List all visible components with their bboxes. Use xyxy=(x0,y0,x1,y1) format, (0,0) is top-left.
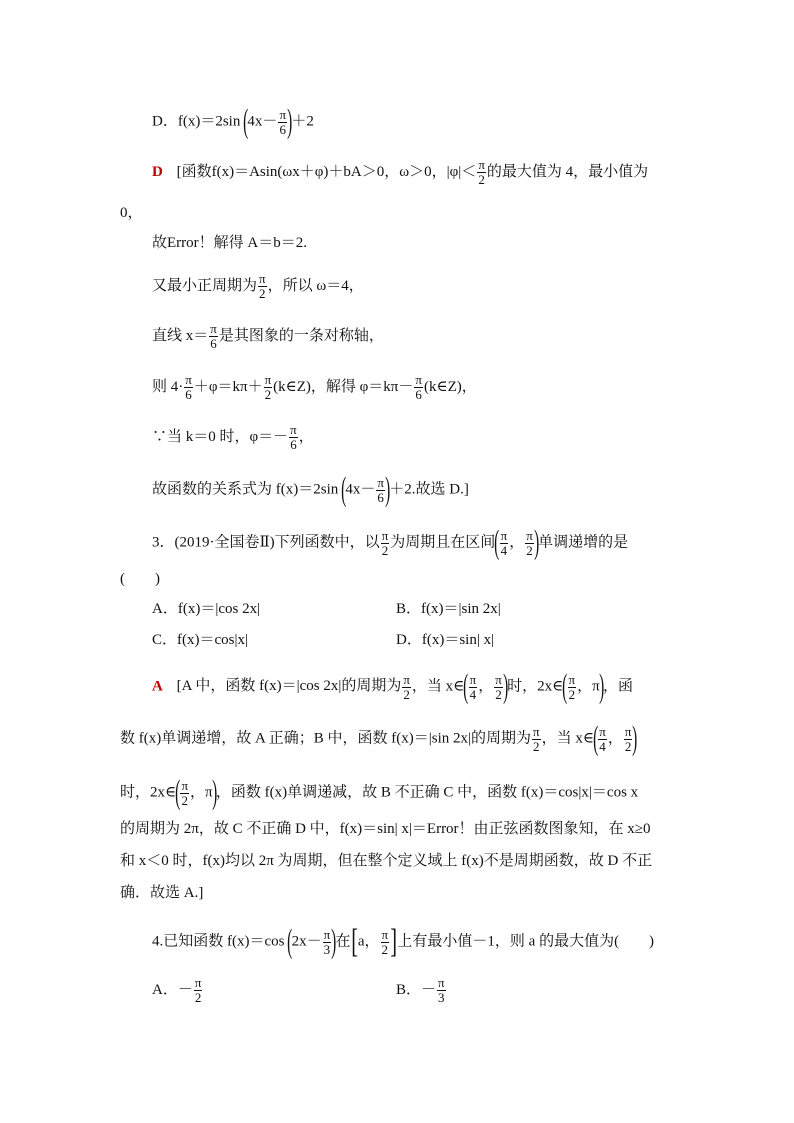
solution-line xyxy=(152,473,469,507)
answer-line xyxy=(152,670,633,704)
option-a xyxy=(152,599,260,619)
left-paren: ( xyxy=(341,471,347,508)
solution-text: 数 f(x)单调递增，故 A 正确；B 中，函数 f(x)＝|sin 2x|的周期为 xyxy=(120,730,531,747)
solution-text: 则 4· xyxy=(152,378,184,395)
option-text: D．f(x)＝sin| x| xyxy=(396,632,495,648)
denominator: 2 xyxy=(259,286,266,301)
numerator: π xyxy=(599,723,606,739)
solution-text: ， xyxy=(478,678,494,695)
solution-text: [函数f(x)＝Asin(ωx＋φ)＋bA＞0，ω＞0，|φ|＜ xyxy=(176,163,477,180)
option-a xyxy=(152,976,203,1005)
fraction xyxy=(414,373,423,402)
denominator: 6 xyxy=(185,387,192,402)
solution-text: (k∈Z)， xyxy=(423,378,477,395)
solution-text: ，函数 f(x)单调递减，故 B 不正确 C 中，函数 f(x)＝cos|x|＝cos x xyxy=(215,784,639,801)
solution-text: ，当 x∈ xyxy=(541,730,594,747)
denominator: 2 xyxy=(194,990,202,1005)
right-paren: ) xyxy=(385,471,391,508)
formula-text: 4x－ xyxy=(247,113,278,130)
fraction xyxy=(258,272,267,301)
solution-text: ，当 x∈ xyxy=(411,678,465,695)
right-paren: ) xyxy=(211,774,217,811)
answer-blank-text: ( ) xyxy=(120,571,160,587)
question-3-line xyxy=(152,526,628,560)
fraction xyxy=(532,725,541,754)
solution-text: ， xyxy=(298,428,314,445)
fraction xyxy=(568,673,577,702)
denominator: 2 xyxy=(381,941,389,957)
fraction xyxy=(180,779,189,808)
solution-line xyxy=(120,722,637,756)
numerator: π xyxy=(377,474,384,490)
solution-line xyxy=(152,322,384,351)
solution-text: ，函 xyxy=(603,678,634,695)
denominator: 3 xyxy=(323,941,331,957)
denominator: 6 xyxy=(279,121,286,137)
numerator: π xyxy=(415,372,422,387)
option-b xyxy=(396,976,447,1005)
formula-text: f(x)＝2sin xyxy=(177,113,241,130)
question-text: 上有最小值－1，则 a 的最大值为( ) xyxy=(397,933,655,950)
denominator: 6 xyxy=(210,336,217,351)
answer-line xyxy=(152,158,648,187)
numerator: π xyxy=(381,527,389,543)
solution-text: 的最大值为 4，最小值为 xyxy=(486,163,649,180)
numerator: π xyxy=(194,975,202,990)
denominator: 2 xyxy=(478,172,485,187)
fraction xyxy=(500,529,509,558)
denominator: 4 xyxy=(469,686,477,702)
solution-line xyxy=(152,272,364,301)
denominator: 2 xyxy=(181,792,188,808)
fraction xyxy=(598,725,607,754)
fraction xyxy=(376,476,385,505)
solution-line xyxy=(120,851,652,871)
denominator: 6 xyxy=(290,437,297,452)
numerator: π xyxy=(533,723,540,739)
question-text: 在 xyxy=(335,933,351,950)
denominator: 6 xyxy=(415,387,422,402)
fraction xyxy=(381,529,390,558)
denominator: 4 xyxy=(599,738,606,754)
solution-line xyxy=(152,233,307,253)
solution-text: 和 x＜0 时，f(x)均以 2π 为周期，但在整个定义域上 f(x)不是周期函数，故 D 不正 xyxy=(120,853,653,869)
numerator: π xyxy=(438,975,445,990)
fraction xyxy=(437,976,446,1005)
solution-text: ，π xyxy=(577,678,600,695)
numerator: π xyxy=(526,527,533,543)
formula-text: a， xyxy=(357,933,380,950)
fraction xyxy=(323,928,332,957)
left-paren: ( xyxy=(175,774,181,811)
fraction xyxy=(494,673,503,702)
denominator: 2 xyxy=(381,542,389,558)
right-paren: ) xyxy=(287,103,293,140)
answer-letter: D xyxy=(152,163,163,180)
denominator: 6 xyxy=(377,489,384,505)
question-4-line xyxy=(152,925,654,959)
numerator: π xyxy=(181,777,189,793)
right-bracket: ] xyxy=(390,923,398,960)
denominator: 2 xyxy=(403,686,410,702)
solution-text: ，π xyxy=(190,784,213,801)
numerator: π xyxy=(264,372,272,387)
numerator: π xyxy=(381,926,389,942)
left-paren: ( xyxy=(562,668,568,705)
question-text: 单调递增的是 xyxy=(538,534,629,551)
solution-text: 0， xyxy=(120,205,143,221)
option-c xyxy=(152,630,248,650)
fraction xyxy=(289,423,298,452)
solution-text: 又最小正周期为 xyxy=(152,277,258,294)
solution-text: 故函数的关系式为 f(x)＝2sin xyxy=(152,481,339,498)
fraction xyxy=(184,373,193,402)
left-paren: ( xyxy=(287,923,293,960)
solution-text: ， xyxy=(607,730,623,747)
question-text: 4.已知函数 f(x)＝cos xyxy=(152,933,285,950)
left-bracket: [ xyxy=(350,923,358,960)
numerator: π xyxy=(210,321,217,336)
fraction xyxy=(381,928,390,957)
denominator: 2 xyxy=(568,686,576,702)
formula-text: ＋2 xyxy=(291,113,314,130)
left-paren: ( xyxy=(593,720,599,757)
solution-line xyxy=(120,776,638,810)
denominator: 4 xyxy=(500,542,508,558)
option-b xyxy=(396,599,501,619)
numerator: π xyxy=(279,106,287,122)
question-text: 为周期且在区间 xyxy=(390,534,496,551)
fraction xyxy=(525,529,534,558)
solution-text: (k∈Z)，解得 φ＝kπ－ xyxy=(273,378,414,395)
option-text: A．f(x)＝|cos 2x| xyxy=(152,601,261,617)
solution-text: 的周期为 2π，故 C 不正确 D 中，f(x)＝sin| x|＝Error！由正弦函数图象知，在 x≥0 xyxy=(120,821,651,837)
left-paren: ( xyxy=(243,103,249,140)
denominator: 2 xyxy=(624,738,632,754)
fraction xyxy=(264,373,273,402)
solution-text: 时，2x∈ xyxy=(120,784,177,801)
right-paren: ) xyxy=(502,668,508,705)
fraction xyxy=(278,108,287,137)
right-paren: ) xyxy=(632,720,638,757)
question-text: 3．(2019·全国卷Ⅱ)下列函数中，以 xyxy=(152,534,380,551)
option-text: C．f(x)＝cos|x| xyxy=(152,632,248,648)
option-d xyxy=(396,630,494,650)
denominator: 2 xyxy=(264,387,272,402)
right-paren: ) xyxy=(331,923,337,960)
solution-text: ＋2.故选 D.] xyxy=(389,481,469,498)
solution-line xyxy=(152,423,314,452)
solution-text: ，所以 ω＝4， xyxy=(267,277,364,294)
fraction xyxy=(469,673,478,702)
numerator: π xyxy=(185,372,192,387)
formula-text: 2x－ xyxy=(291,933,322,950)
numerator: π xyxy=(259,271,266,286)
numerator: π xyxy=(568,671,576,687)
numerator: π xyxy=(624,723,632,739)
option-text: B．－ xyxy=(396,981,437,998)
solution-line xyxy=(120,883,203,903)
fraction xyxy=(209,322,218,351)
right-paren: ) xyxy=(533,524,539,561)
solution-text: 时，2x∈ xyxy=(507,678,564,695)
denominator: 2 xyxy=(495,686,502,702)
formula-text: 4x－ xyxy=(345,481,376,498)
fraction xyxy=(402,673,411,702)
left-paren: ( xyxy=(494,524,500,561)
solution-text: 确．故选 A.] xyxy=(120,885,204,901)
solution-text: 是其图象的一条对称轴， xyxy=(218,327,384,344)
solution-text: 故Error！解得 A＝b＝2. xyxy=(152,235,307,251)
fraction xyxy=(477,158,486,187)
solution-line xyxy=(120,203,143,223)
denominator: 2 xyxy=(526,542,533,558)
left-paren: ( xyxy=(463,668,469,705)
numerator: π xyxy=(469,671,477,687)
solution-text: ＋φ＝kπ＋ xyxy=(193,378,263,395)
fraction xyxy=(194,976,203,1005)
option-text: B．f(x)＝|sin 2x| xyxy=(396,601,501,617)
right-paren: ) xyxy=(598,668,604,705)
numerator: π xyxy=(500,527,508,543)
denominator: 3 xyxy=(438,990,445,1005)
option-d-line xyxy=(152,105,314,139)
question-text: ， xyxy=(509,534,525,551)
solution-text: [A 中，函数 f(x)＝|cos 2x|的周期为 xyxy=(176,678,402,695)
answer-letter: A xyxy=(152,678,163,695)
option-label: D． xyxy=(152,113,178,130)
option-text: A．－ xyxy=(152,981,193,998)
numerator: π xyxy=(403,671,410,687)
solution-line xyxy=(152,373,477,402)
numerator: π xyxy=(495,671,502,687)
solution-text: ∵当 k＝0 时，φ＝－ xyxy=(152,428,289,445)
numerator: π xyxy=(290,422,297,437)
answer-blank xyxy=(120,569,160,589)
numerator: π xyxy=(478,157,485,172)
solution-line xyxy=(120,819,651,839)
numerator: π xyxy=(323,926,331,942)
solution-text: 直线 x＝ xyxy=(152,327,209,344)
denominator: 2 xyxy=(533,738,540,754)
